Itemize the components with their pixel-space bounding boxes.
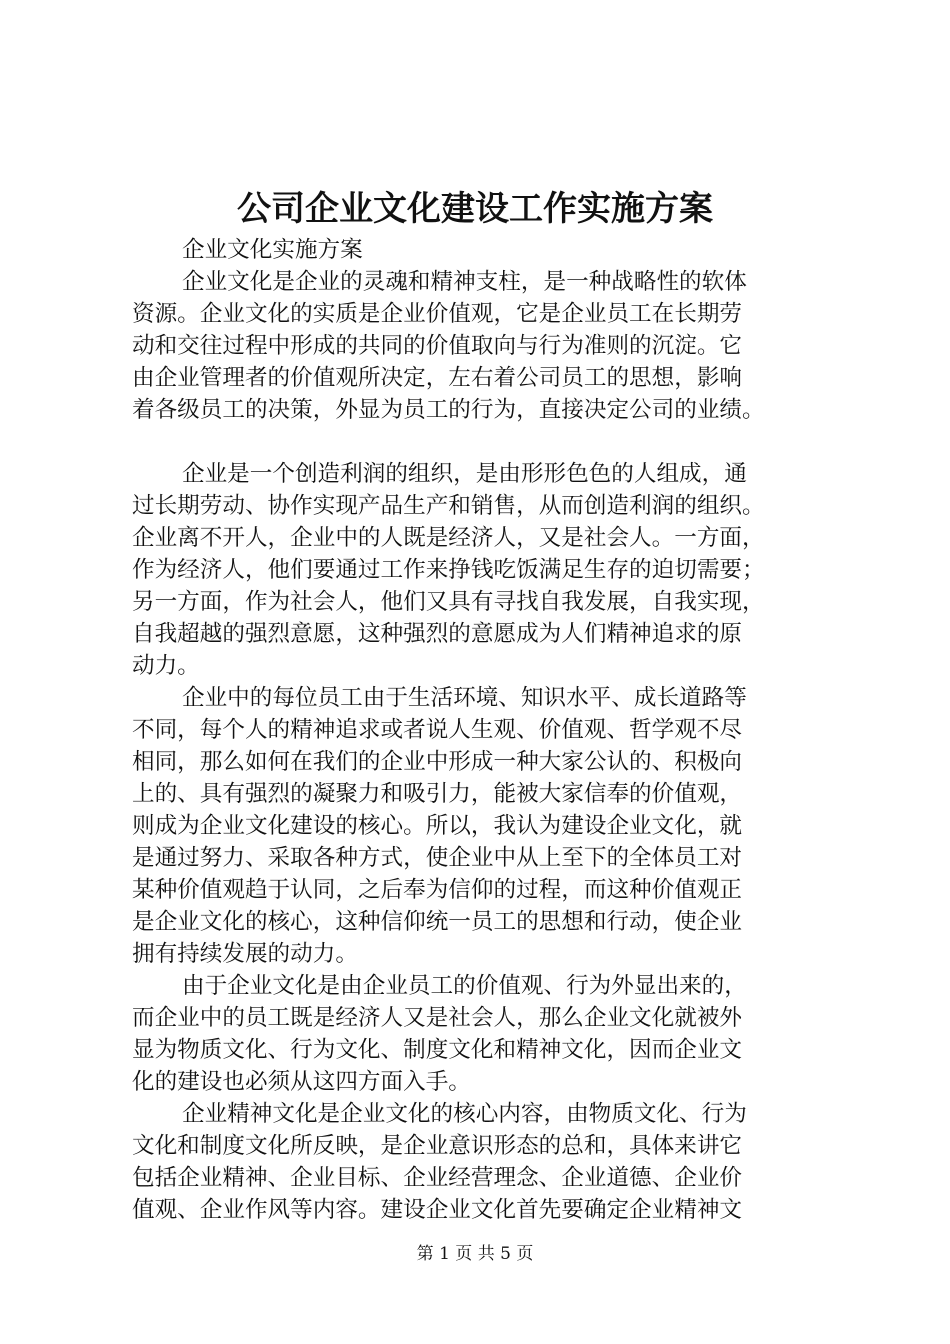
page-footer: 第 1 页 共 5 页 bbox=[416, 1244, 534, 1264]
text-line: 过长期劳动、协作实现产品生产和销售，从而创造利润的组织。 bbox=[132, 493, 765, 519]
text-line: 着各级员工的决策，外显为员工的行为，直接决定公司的业绩。 bbox=[132, 397, 765, 423]
text-line: 动力。 bbox=[132, 653, 200, 679]
text-line: 不同，每个人的精神追求或者说人生观、价值观、哲学观不尽 bbox=[132, 717, 743, 743]
text-line: 相同，那么如何在我们的企业中形成一种大家公认的、积极向 bbox=[132, 749, 743, 775]
text-line: 自我超越的强烈意愿，这种强烈的意愿成为人们精神追求的原 bbox=[132, 621, 743, 647]
text-line: 而企业中的员工既是经济人又是社会人，那么企业文化就被外 bbox=[132, 1005, 743, 1031]
text-line: 动和交往过程中形成的共同的价值取向与行为准则的沉淀。它 bbox=[132, 333, 743, 359]
text-line: 化的建设也必须从这四方面入手。 bbox=[132, 1069, 471, 1095]
text-line: 由企业管理者的价值观所决定，左右着公司员工的思想，影响 bbox=[132, 365, 743, 391]
document-title: 公司企业文化建设工作实施方案 bbox=[237, 189, 713, 229]
text-line: 则成为企业文化建设的核心。所以，我认为建设企业文化，就 bbox=[132, 813, 743, 839]
text-line: 是通过努力、采取各种方式，使企业中从上至下的全体员工对 bbox=[132, 845, 743, 871]
text-line: 企业文化是企业的灵魂和精神支柱，是一种战略性的软体 bbox=[182, 269, 747, 295]
text-line: 拥有持续发展的动力。 bbox=[132, 941, 358, 967]
text-line: 值观、企业作风等内容。建设企业文化首先要确定企业精神文 bbox=[132, 1197, 743, 1223]
text-line: 资源。企业文化的实质是企业价值观，它是企业员工在长期劳 bbox=[132, 301, 743, 327]
text-line: 上的、具有强烈的凝聚力和吸引力，能被大家信奉的价值观， bbox=[132, 781, 743, 807]
text-line: 企业文化实施方案 bbox=[182, 237, 363, 263]
text-line: 某种价值观趋于认同，之后奉为信仰的过程，而这种价值观正 bbox=[132, 877, 743, 903]
text-line: 企业精神文化是企业文化的核心内容，由物质文化、行为 bbox=[182, 1101, 747, 1127]
text-line: 企业离不开人，企业中的人既是经济人，又是社会人。一方面， bbox=[132, 525, 765, 551]
text-line: 包括企业精神、企业目标、企业经营理念、企业道德、企业价 bbox=[132, 1165, 743, 1191]
text-line: 文化和制度文化所反映，是企业意识形态的总和，具体来讲它 bbox=[132, 1133, 743, 1159]
text-line: 另一方面，作为社会人，他们又具有寻找自我发展，自我实现， bbox=[132, 589, 765, 615]
text-line: 是企业文化的核心，这种信仰统一员工的思想和行动，使企业 bbox=[132, 909, 743, 935]
text-line: 企业是一个创造利润的组织，是由形形色色的人组成，通 bbox=[182, 461, 747, 487]
blank-line bbox=[132, 426, 832, 458]
text-line: 企业中的每位员工由于生活环境、知识水平、成长道路等 bbox=[182, 685, 747, 711]
text-line: 显为物质文化、行为文化、制度文化和精神文化，因而企业文 bbox=[132, 1037, 743, 1063]
document-body bbox=[132, 234, 832, 1226]
text-line: 作为经济人，他们要通过工作来挣钱吃饭满足生存的迫切需要； bbox=[132, 557, 765, 583]
text-line: 由于企业文化是由企业员工的价值观、行为外显出来的， bbox=[182, 973, 747, 999]
